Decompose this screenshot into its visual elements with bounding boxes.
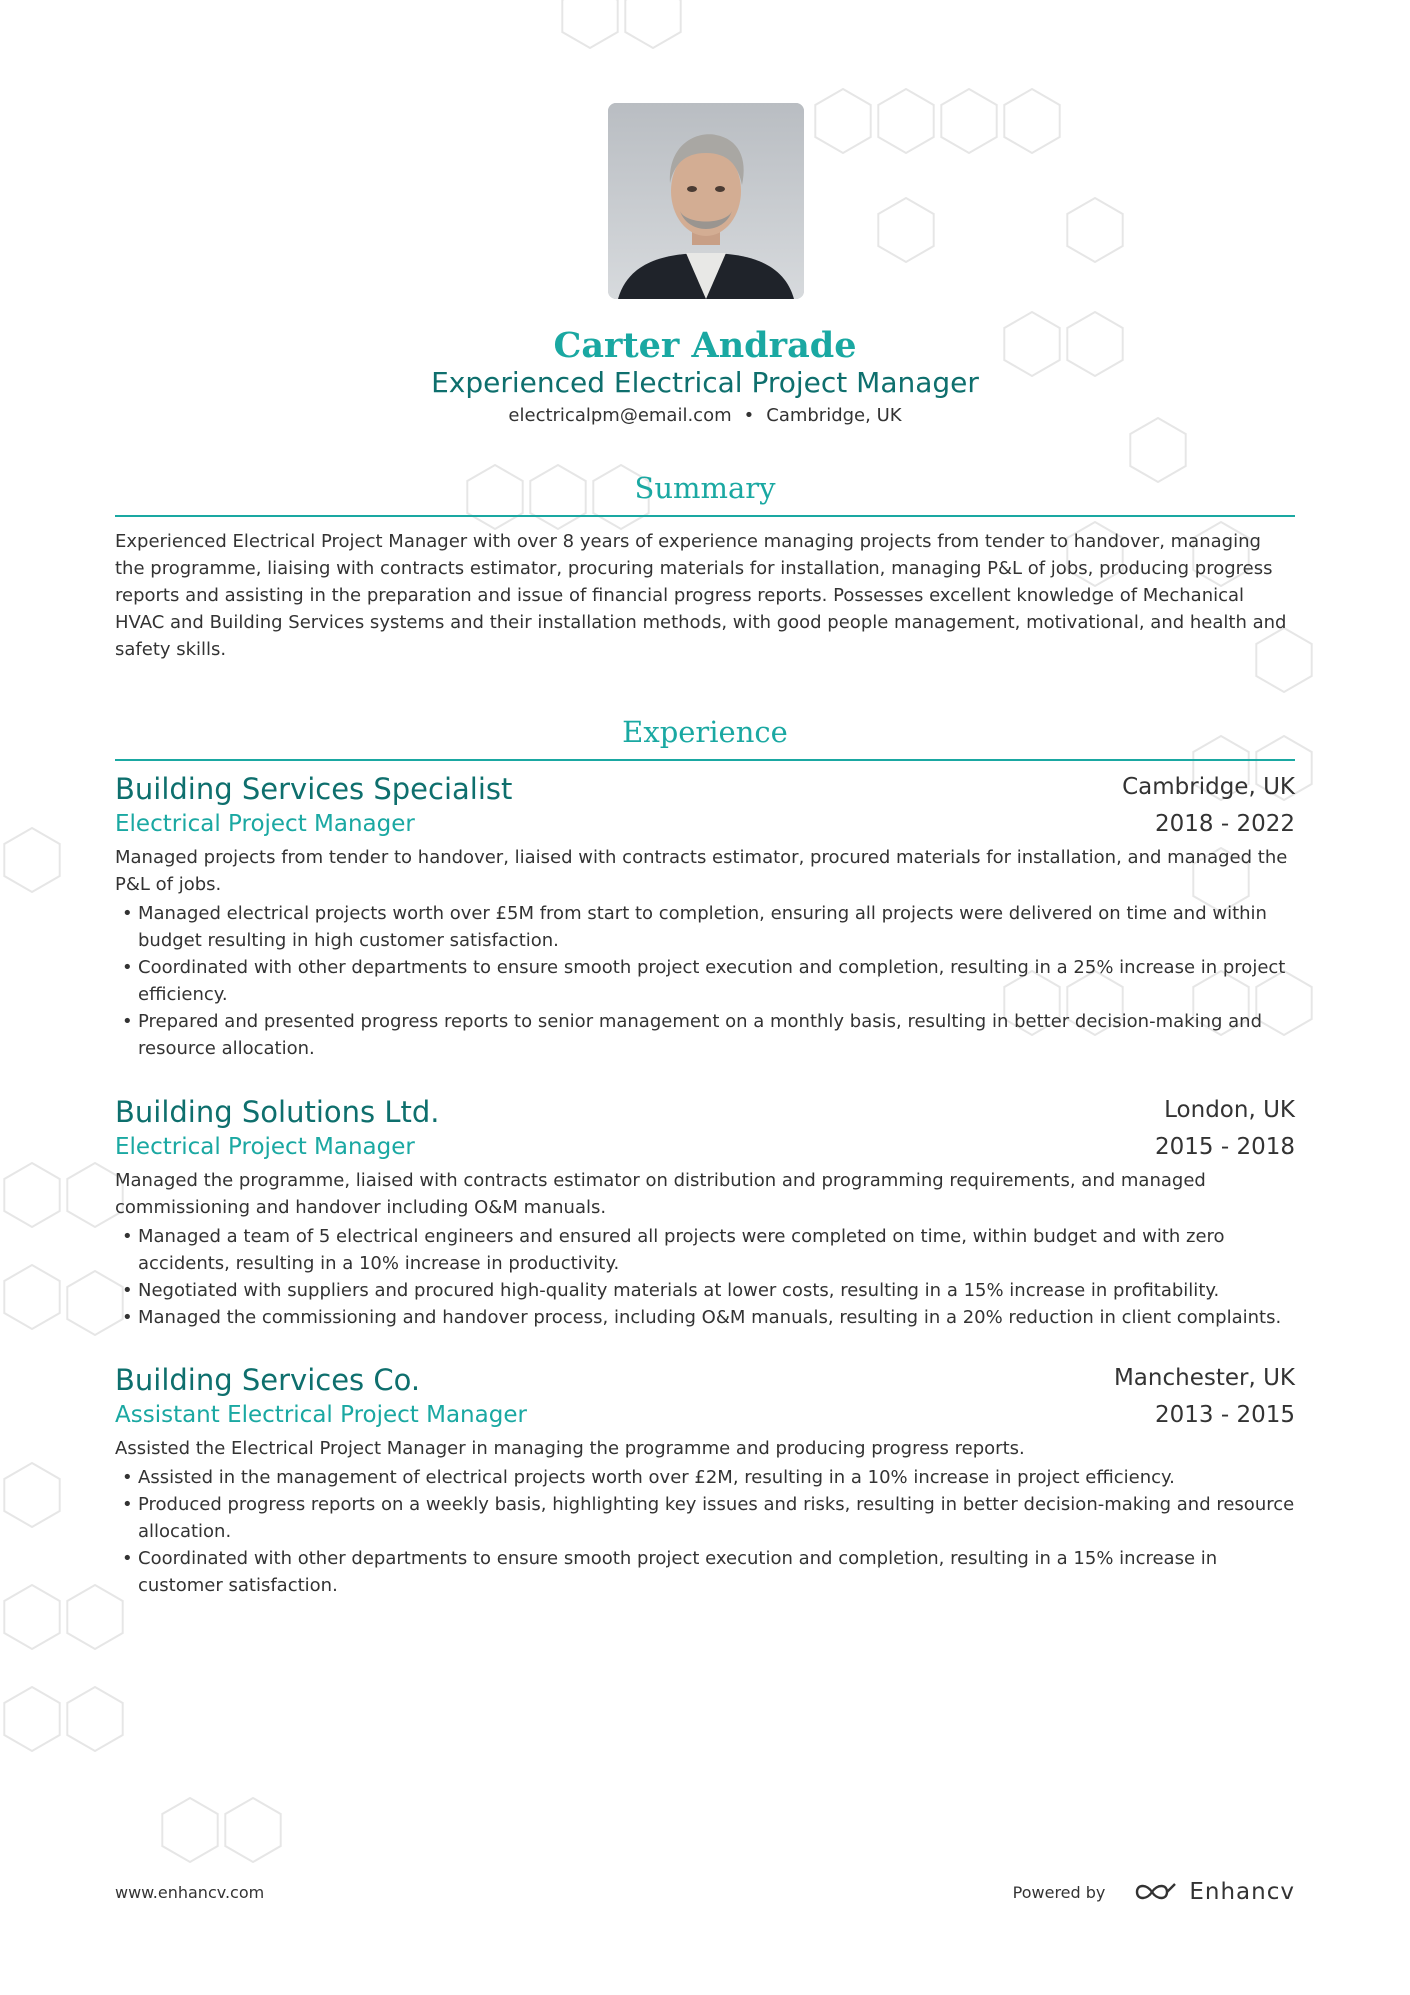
job-entry xyxy=(115,1361,1295,1599)
resume-page xyxy=(115,0,1295,1995)
job-location: Cambridge, UK xyxy=(1122,774,1295,800)
summary-text: Experienced Electrical Project Manager with over 8 years of experience managing projects from tender to handover, managing the programme, liaising with contracts estimator, procuring materials for installation, managing P&L of jobs, producing progress reports and assisting in the preparation and issue of financial progress reports. Possesses excellent knowledge of Mechanical HVAC and Building Services systems and their installation methods, with good people management, motivational, and health and safety skills. xyxy=(115,531,1287,660)
job-entry xyxy=(115,1093,1295,1331)
company-name: Building Services Specialist xyxy=(115,772,513,806)
bullet-item: • Managed the commissioning and handover process, including O&M manuals, resulting in a 20% reduction in client complaints. xyxy=(115,1304,1295,1331)
bullet-item: • Produced progress reports on a weekly basis, highlighting key issues and risks, resulting in better decision-making and resource allocation. xyxy=(115,1491,1295,1545)
email-text[interactable]: electricalpm@email.com xyxy=(508,405,732,426)
enhancv-logo[interactable] xyxy=(1133,1879,1295,1905)
hexagon-shape xyxy=(4,1585,59,1649)
contact-line xyxy=(115,403,1295,429)
bullet-item: • Managed electrical projects worth over £5M from start to completion, ensuring all projects were delivered on time and within budget resulting in high customer satisfaction. xyxy=(115,900,1295,954)
job-description: Managed the programme, liaised with contracts estimator on distribution and programming requirements, and managed commissioning and handover including O&M manuals. xyxy=(115,1170,1206,1218)
hexagon-shape xyxy=(4,828,59,892)
powered-by-block xyxy=(1013,1874,1295,1910)
job-role: Assistant Electrical Project Manager xyxy=(115,1402,527,1428)
job-entry xyxy=(115,770,1295,1062)
candidate-title: Experienced Electrical Project Manager xyxy=(431,366,979,399)
powered-by-label: Powered by xyxy=(1012,1882,1106,1902)
job-role: Electrical Project Manager xyxy=(115,811,415,837)
summary-heading: Summary xyxy=(634,471,776,505)
separator-dot: • xyxy=(743,405,755,426)
experience-divider xyxy=(115,759,1295,761)
hexagon-shape xyxy=(4,1163,59,1227)
company-name: Building Solutions Ltd. xyxy=(115,1095,440,1129)
job-bullets xyxy=(115,1223,1295,1331)
infinity-logo-icon xyxy=(1133,1880,1179,1904)
job-location: London, UK xyxy=(1164,1097,1295,1123)
job-bullets xyxy=(115,900,1295,1062)
bullet-item: • Coordinated with other departments to ensure smooth project execution and completion, resulting in a 25% increase in project efficiency. xyxy=(115,954,1295,1008)
job-dates: 2015 - 2018 xyxy=(1155,1134,1295,1160)
hexagon-shape xyxy=(4,1463,59,1527)
candidate-name: Carter Andrade xyxy=(553,325,857,366)
job-dates: 2018 - 2022 xyxy=(1155,811,1295,837)
website-link[interactable]: www.enhancv.com xyxy=(115,1883,265,1902)
summary-divider xyxy=(115,515,1295,517)
location-text: Cambridge, UK xyxy=(766,405,902,426)
hexagon-shape xyxy=(4,1265,59,1329)
profile-photo xyxy=(608,103,804,299)
job-bullets xyxy=(115,1464,1295,1599)
job-description: Managed projects from tender to handover, liaised with contracts estimator, procured materials for installation, and managed the P&L of jobs. xyxy=(115,847,1288,895)
bullet-item: • Assisted in the management of electrical projects worth over £2M, resulting in a 10% increase in project efficiency. xyxy=(115,1464,1295,1491)
company-name: Building Services Co. xyxy=(115,1363,421,1397)
job-dates: 2013 - 2015 xyxy=(1155,1402,1295,1428)
bullet-item: • Prepared and presented progress reports to senior management on a monthly basis, resulting in better decision-making and resource allocation. xyxy=(115,1008,1295,1062)
job-role: Electrical Project Manager xyxy=(115,1134,415,1160)
bullet-item: • Managed a team of 5 electrical engineers and ensured all projects were completed on time, within budget and with zero accidents, resulting in a 10% increase in productivity. xyxy=(115,1223,1295,1277)
experience-heading: Experience xyxy=(622,715,788,749)
hexagon-shape xyxy=(4,1687,59,1751)
bullet-item: • Coordinated with other departments to ensure smooth project execution and completion, resulting in a 15% increase in customer satisfaction. xyxy=(115,1545,1295,1599)
job-description: Assisted the Electrical Project Manager in managing the programme and producing progress reports. xyxy=(115,1438,1025,1459)
avatar xyxy=(608,103,804,299)
brand-name: Enhancv xyxy=(1189,1879,1295,1905)
job-location: Manchester, UK xyxy=(1113,1365,1295,1391)
bullet-item: • Negotiated with suppliers and procured high-quality materials at lower costs, resulting in a 15% increase in profitability. xyxy=(115,1277,1295,1304)
